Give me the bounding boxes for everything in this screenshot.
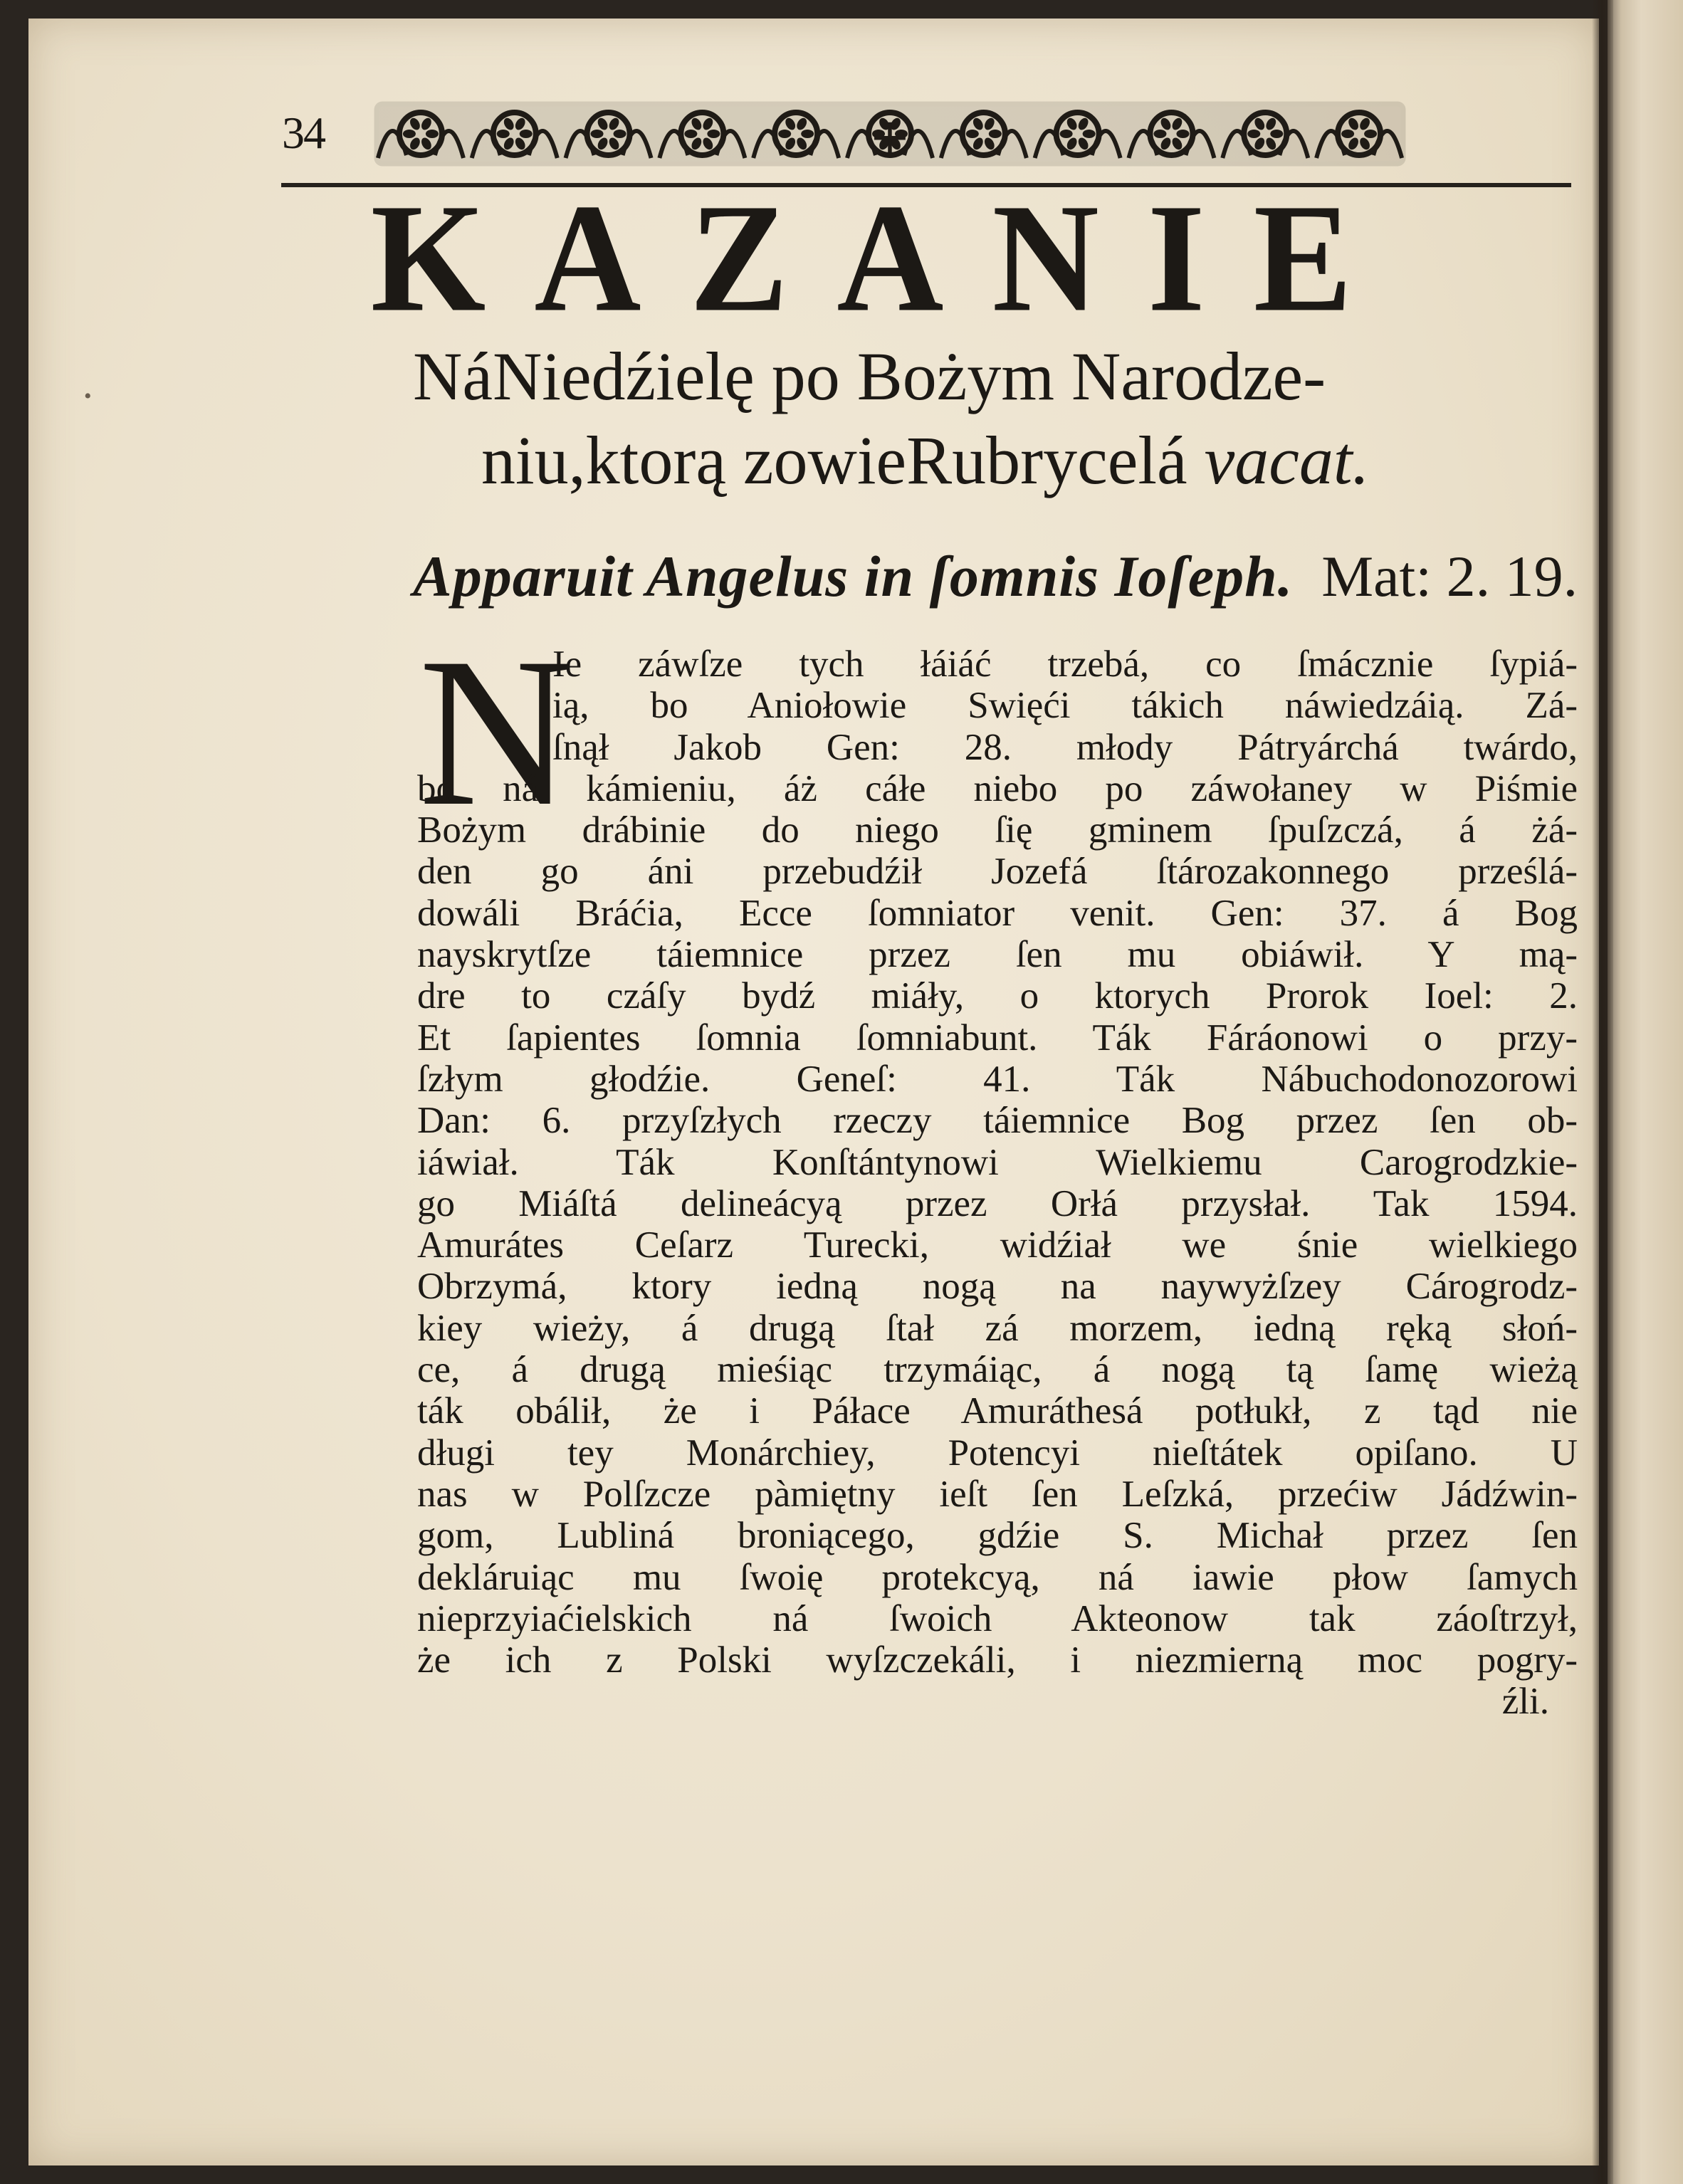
body-line: Obrzymá, ktory iedną nogą na naywyżſzey Cárogrodz- xyxy=(417,1266,1578,1308)
ornamental-headpiece xyxy=(374,94,1406,171)
subtitle-italic-word: vacat. xyxy=(1204,422,1370,498)
body-line: iáwiał. Ták Konſtántynowi Wielkiemu Carogrodzkie- xyxy=(417,1141,1578,1183)
body-line: ſnął Jakob Gen: 28. młody Pátryárchá twárdo, xyxy=(552,726,1578,768)
body-line: Amurátes Ceſarz Turecki, widźiał we śnie wielkiego xyxy=(417,1224,1578,1266)
body-line: dowáli Bráćia, Ecce ſomniator venit. Gen: 37. á Bog xyxy=(417,892,1578,934)
body-line: że ich z Polski wyſzczekáli, i niezmierną moc pogry- xyxy=(417,1639,1578,1681)
subtitle-line-2 xyxy=(413,419,1580,503)
body-line: nas w Polſzcze pàmiętny ieſt ſen Leſzká, przećiw Jádźwin- xyxy=(417,1473,1578,1515)
body-line: nieprzyiaćielskich ná ſwoich Akteonow tak záoſtrzył, xyxy=(417,1597,1578,1639)
body-line: Dan: 6. przyſzłych rzeczy táiemnice Bog przez ſen ob- xyxy=(417,1100,1578,1142)
body-line: kiey wieży, á drugą ſtał zá morzem, iedną ręką słoń- xyxy=(417,1307,1578,1349)
body-line: gom, Lubliná broniącego, gdźie S. Michał przez ſen xyxy=(417,1515,1578,1557)
subtitle-line-2-text: niu,ktorą zowieRubrycelá xyxy=(481,422,1187,498)
body-line: den go áni przebudźił Jozefá ſtározakonnego prześlá- xyxy=(417,851,1578,893)
body-line: Ie záwſze tych łáiáć trzebá, co ſmácznie ſypiá- xyxy=(552,644,1578,685)
body-line: źli. xyxy=(1501,1681,1549,1723)
epigraph-latin: Apparuit Angelus in ſomnis Ioſeph. xyxy=(413,544,1294,609)
body-line: Et ſapientes ſomnia ſomniabunt. Ták Fáráonowi o przy- xyxy=(417,1017,1578,1059)
epigraph xyxy=(413,541,1580,612)
body-line: dre to czáſy bydź miáły, o ktorych Prorok Ioel: 2. xyxy=(417,975,1578,1017)
page-number: 34 xyxy=(282,107,325,158)
body-line: go Miáſtá delineácyą przez Orłá przysłał. Tak 1594. xyxy=(417,1182,1578,1224)
body-line: nayskrytſze táiemnice przez ſen mu obiáwił. Y mą- xyxy=(417,934,1578,976)
body-line: Bożym drábinie do niego ſię gminem ſpuſzczá, á żá- xyxy=(417,809,1578,851)
body-line: dekláruiąc mu ſwoię protekcyą, ná iawie płow ſamych xyxy=(417,1556,1578,1598)
drop-cap-initial: N xyxy=(419,614,573,850)
margin-speck: • xyxy=(84,384,92,408)
body-line: ſzłym głodźie. Geneſ: 41. Ták Nábuchodonozorowi xyxy=(417,1058,1578,1100)
ornament-cross-icon: + xyxy=(869,107,911,166)
body-line: długi tey Monárchiey, Potencyi nieſtátek opiſano. U xyxy=(417,1432,1578,1474)
body-line: ták obálił, że i Páłace Amuráthesá potłukł, z tąd nie xyxy=(417,1390,1578,1432)
body-text xyxy=(417,644,1578,1723)
body-line: ią, bo Aniołowie Swięći tákich náwiedzáią. Zá- xyxy=(552,685,1578,727)
subtitle-line-1: NáNiedźielę po Bożym Narodze- xyxy=(413,338,1326,414)
body-line: bo ná kámieniu, áż cáłe niebo po záwołaney w Piśmie xyxy=(417,767,1578,809)
body-line: ce, á drugą mieśiąc trzymáiąc, á nogą tą ſamę wieżą xyxy=(417,1349,1578,1391)
sermon-subtitle xyxy=(413,335,1580,503)
sermon-title: KAZANIE xyxy=(370,172,1401,344)
epigraph-reference: Mat: 2. 19. xyxy=(1321,544,1578,609)
